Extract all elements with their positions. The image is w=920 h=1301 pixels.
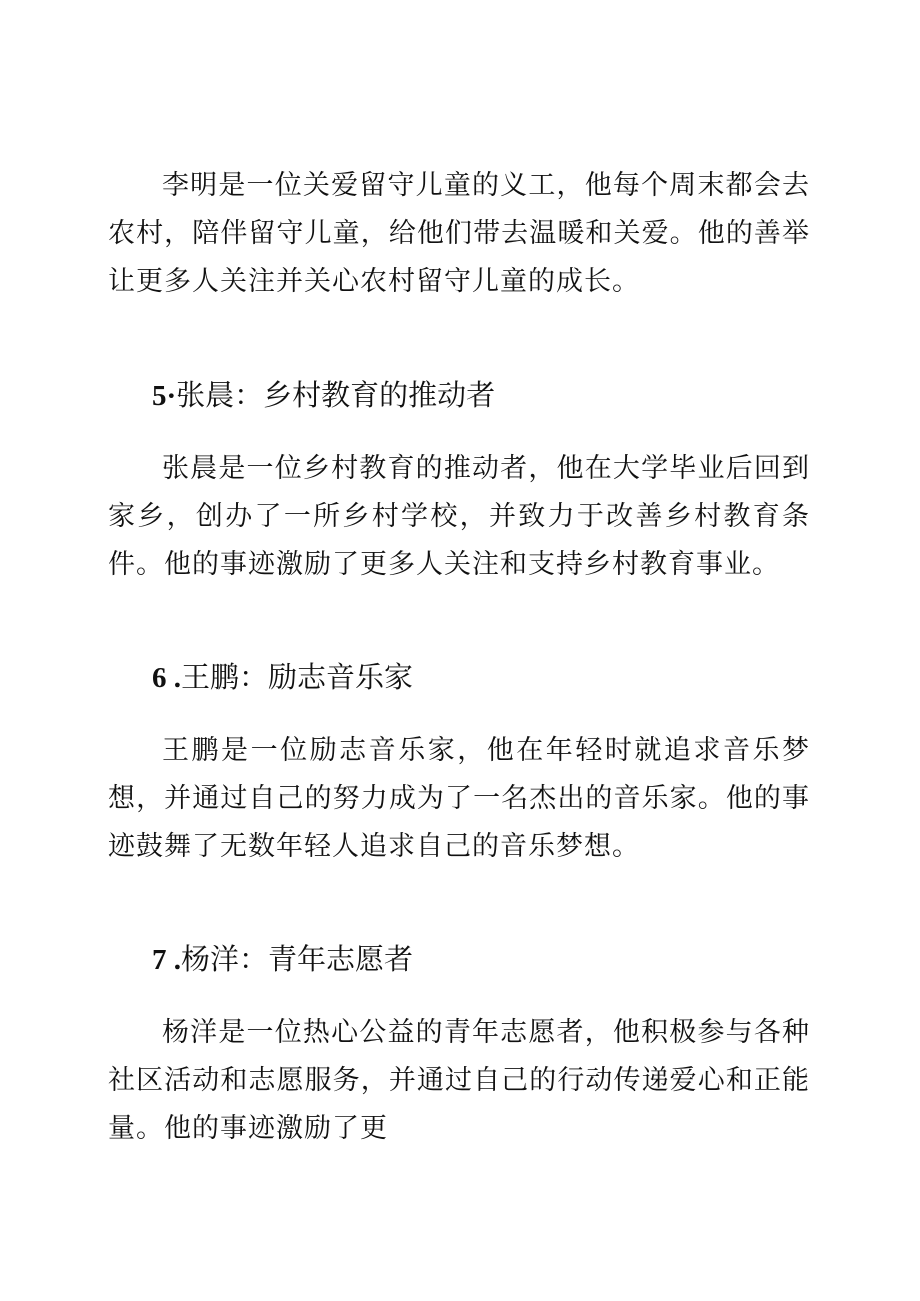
section-heading-6 [152, 657, 413, 698]
paragraph-li-ming: 李明是一位关爱留守儿童的义工，他每个周末都会去农村，陪伴留守儿童，给他们带去温暖和关爱。他的善举让更多人关注并关心农村留守儿童的成长。 [108, 170, 810, 297]
section-title: 杨洋：青年志愿者 [181, 942, 414, 976]
section-number: 7 . [152, 944, 181, 976]
paragraph-zhang-chen: 张晨是一位乡村教育的推动者，他在大学毕业后回到家乡，创办了一所乡村学校，并致力于改善乡村教育条件。他的事迹激励了更多人关注和支持乡村教育事业。 [108, 453, 810, 580]
section-title: 张晨：乡村教育的推动者 [176, 378, 496, 412]
section-number: 6 . [152, 662, 181, 694]
paragraph-yang-yang: 杨洋是一位热心公益的青年志愿者，他积极参与各种社区活动和志愿服务，并通过自己的行动传递爱心和正能量。他的事迹激励了更 [108, 1017, 810, 1144]
section-heading-7 [152, 939, 413, 980]
section-title: 王鹏：励志音乐家 [181, 660, 414, 694]
paragraph-wang-peng: 王鹏是一位励志音乐家，他在年轻时就追求音乐梦想，并通过自己的努力成为了一名杰出的音乐家。他的事迹鼓舞了无数年轻人追求自己的音乐梦想。 [108, 735, 810, 862]
section-number: 5· [152, 380, 177, 412]
section-heading-5 [152, 375, 495, 416]
